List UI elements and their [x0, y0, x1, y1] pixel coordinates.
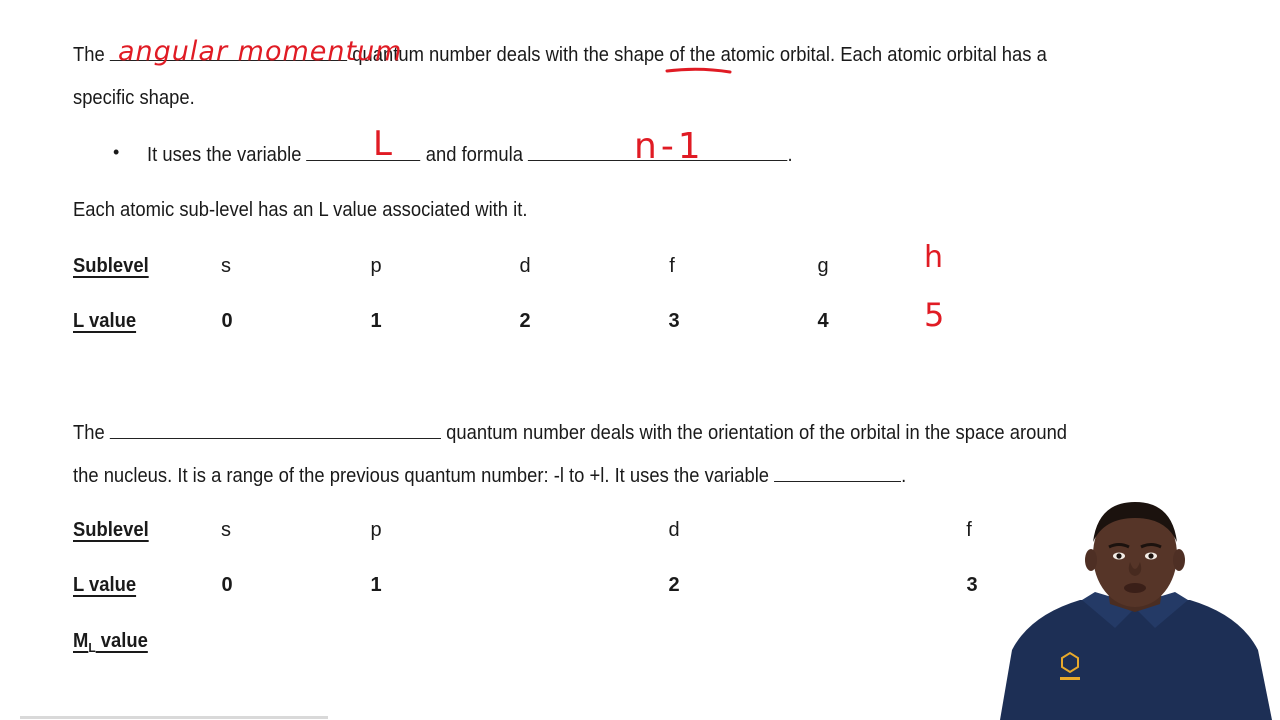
ml-sub: L	[88, 640, 96, 655]
bullet-dot: •	[113, 142, 120, 162]
table1-lvalue: 4	[817, 310, 829, 332]
handwritten-variable-L: L	[373, 124, 392, 164]
progress-track	[20, 716, 328, 719]
text-uses-variable: It uses the variable	[147, 144, 302, 166]
text-nucleus-range: the nucleus. It is a range of the previous quantum number: -l to +l. It uses the variable	[73, 465, 770, 487]
table1-sublevel: d	[519, 255, 531, 277]
table1-lvalue: 0	[221, 310, 233, 332]
table1-sublevel: p	[370, 255, 382, 277]
table2-sublevel: d	[668, 519, 680, 541]
ml-main: M	[73, 630, 89, 652]
section2-line1	[73, 420, 1067, 445]
text-period: .	[787, 144, 793, 166]
table2-ml-label	[73, 629, 148, 660]
text-and-formula: and formula	[425, 144, 523, 166]
table2-lvalue: 0	[221, 574, 233, 596]
table2-lvalue: 1	[370, 574, 382, 596]
table2-lvalue: 3	[966, 574, 978, 596]
section2-line2	[73, 463, 906, 488]
shape-underline-mark	[664, 64, 734, 76]
table2-sublevel: p	[370, 519, 382, 541]
table1-lvalue: 2	[519, 310, 531, 332]
text-period-2: .	[901, 465, 907, 487]
handwritten-sublevel-h: h	[924, 240, 944, 275]
table2-sublevel-label: Sublevel	[73, 519, 149, 541]
table2-sublevel: f	[966, 519, 972, 541]
table2-sublevel: s	[221, 519, 231, 541]
text-line1-rest: of the atomic orbital. Each atomic orbital has a	[669, 44, 1047, 66]
blank-variable	[307, 142, 421, 161]
sub-level-note: Each atomic sub-level has an L value associated with it.	[73, 199, 528, 221]
table1-lvalue: 3	[668, 310, 680, 332]
table1-sublevel: s	[221, 255, 231, 277]
text-quantum-deals: quantum number deals with the	[352, 44, 610, 66]
table1-sublevel-label: Sublevel	[73, 255, 149, 277]
table1-sublevel: f	[669, 255, 675, 277]
table1-lvalue-label: L value	[73, 310, 137, 332]
presenter-video	[990, 500, 1280, 720]
text-the: The	[73, 44, 105, 66]
table1-sublevel: g	[817, 255, 829, 277]
blank-variable-2	[774, 463, 901, 482]
handwritten-formula: n-1	[634, 126, 705, 167]
table2-lvalue-label: L value	[73, 574, 137, 596]
handwritten-angular-momentum: angular momentum	[118, 36, 403, 67]
ml-rest: value	[95, 630, 148, 652]
handwritten-lvalue-5: 5	[924, 296, 945, 334]
blank-magnetic	[110, 420, 441, 439]
text-shape: shape	[614, 44, 665, 66]
text-orientation: quantum number deals with the orientation of the orbital in the space around	[446, 422, 1068, 444]
table1-lvalue: 1	[370, 310, 382, 332]
section1-line2: specific shape.	[73, 87, 195, 109]
table2-lvalue: 2	[668, 574, 680, 596]
text-the-2: The	[73, 422, 105, 444]
